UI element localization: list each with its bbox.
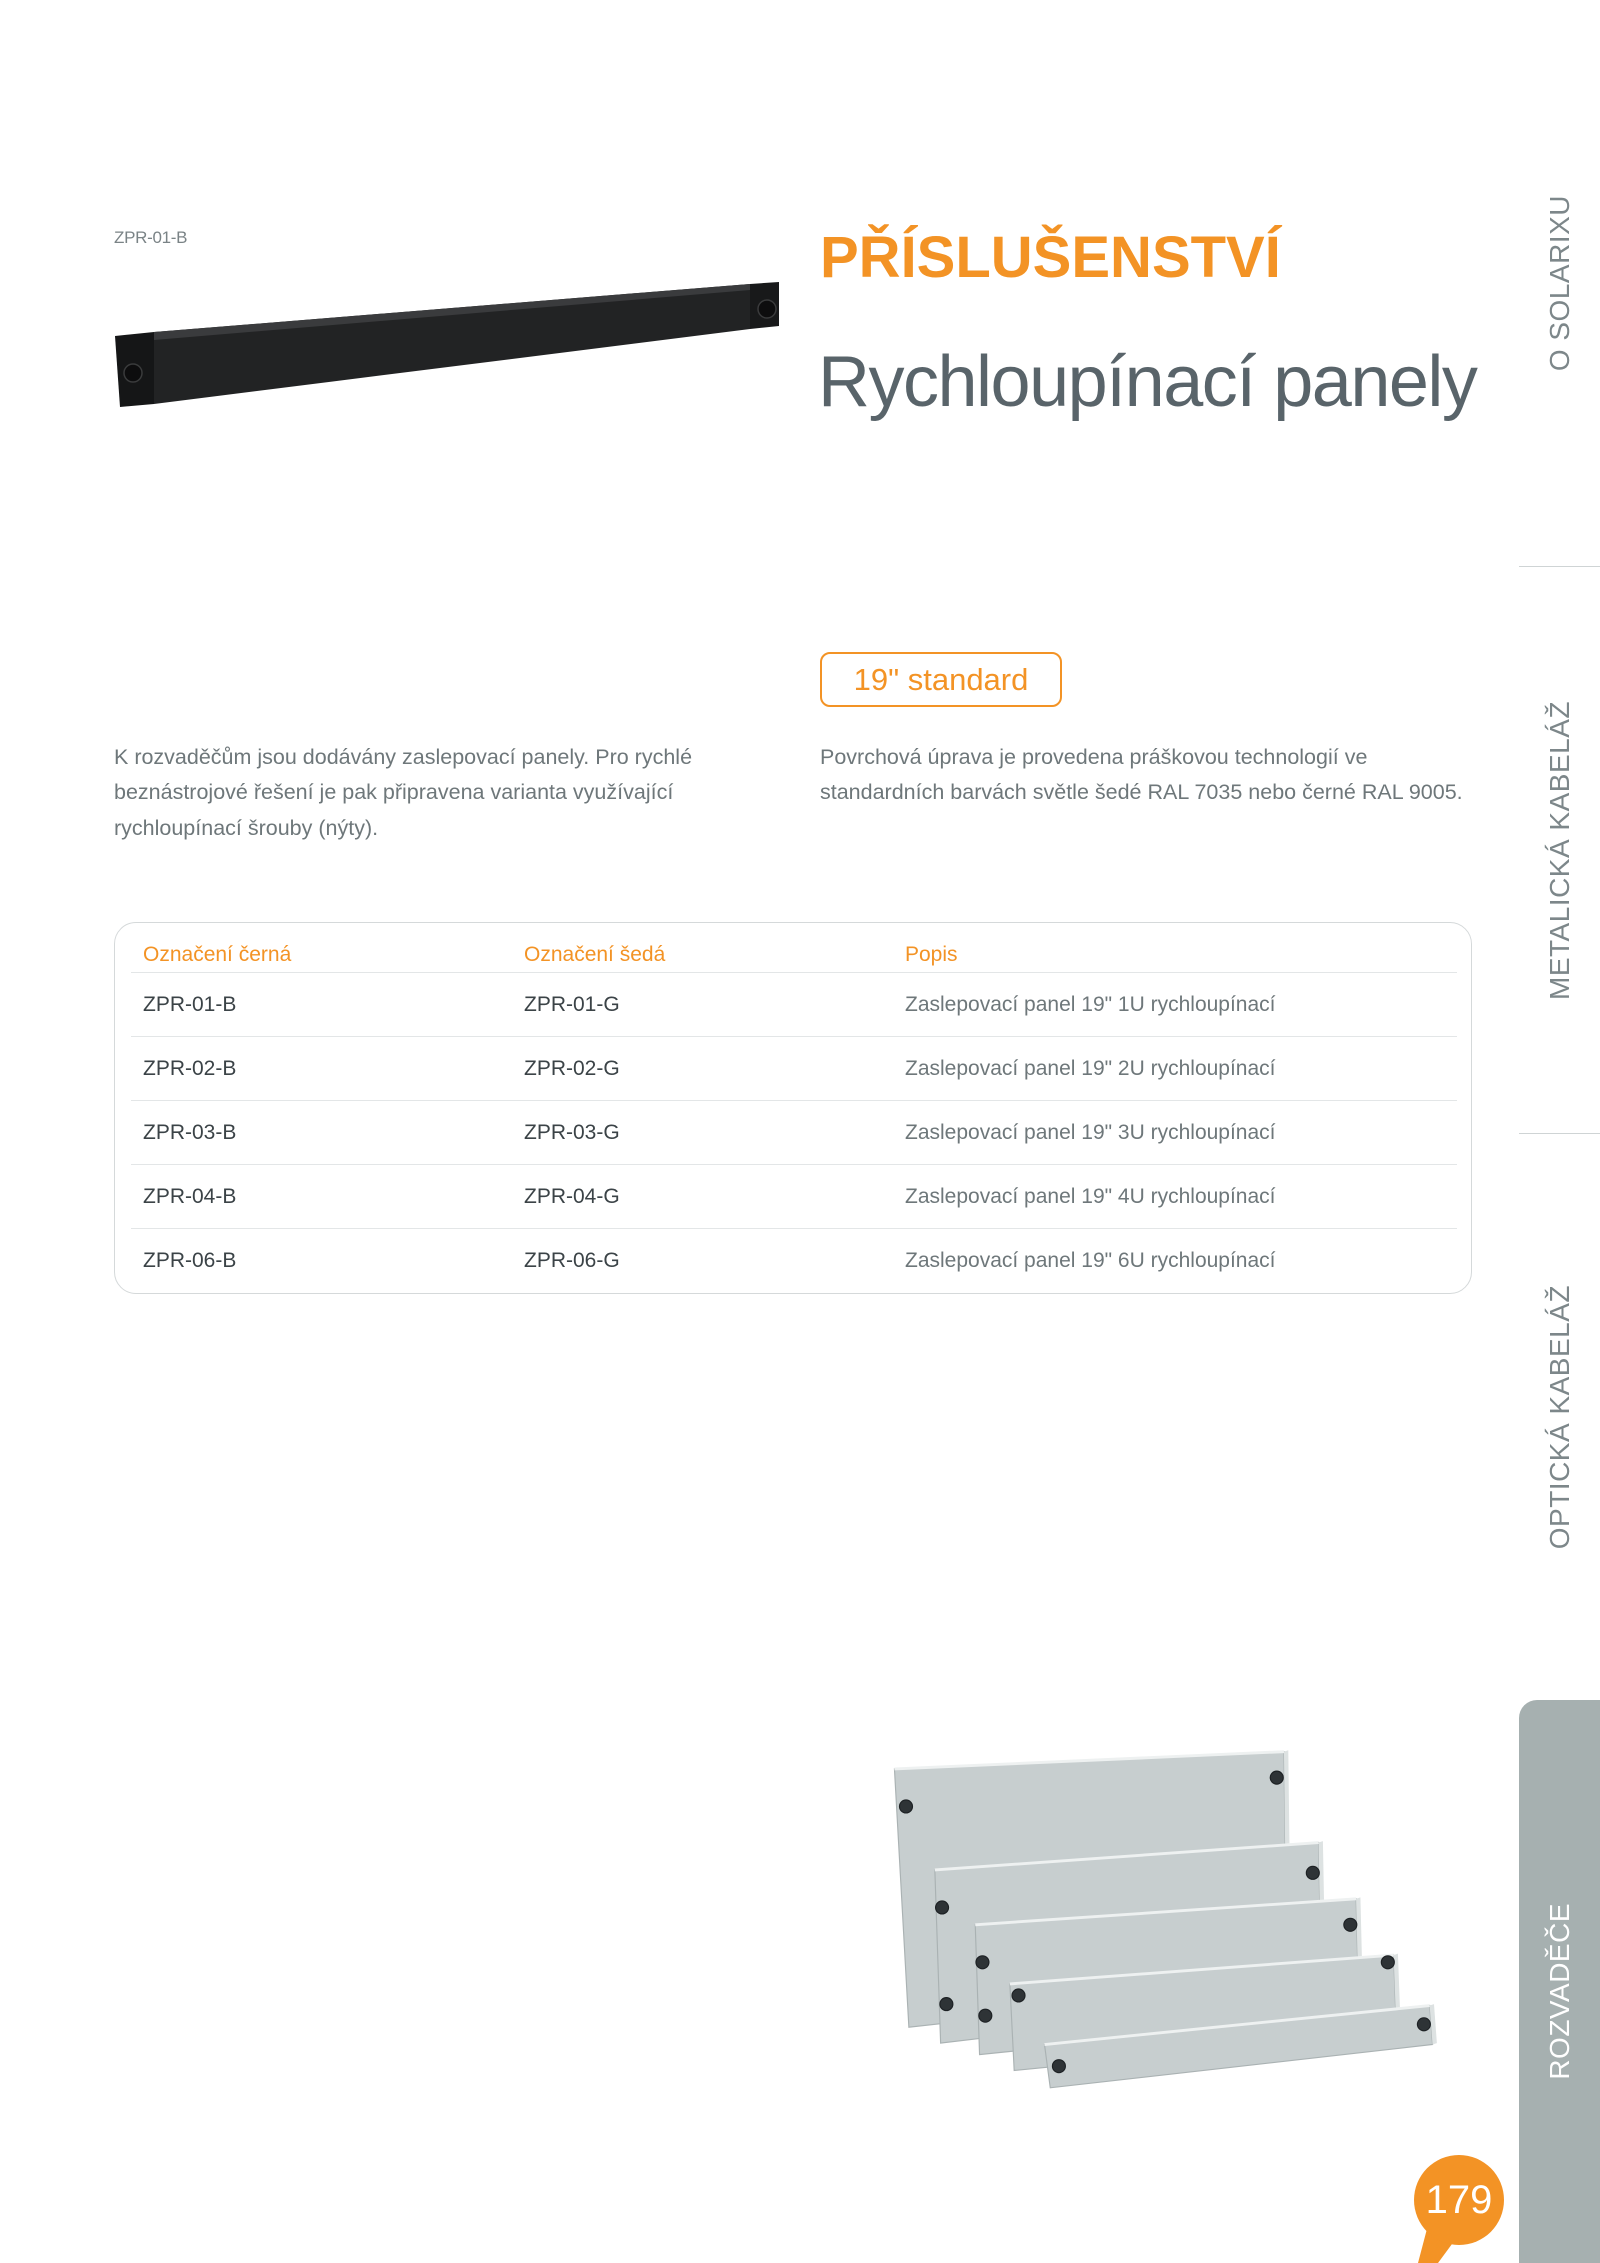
cell-gray-code: ZPR-04-G xyxy=(524,1184,620,1208)
screw xyxy=(979,2009,992,2022)
screw xyxy=(1012,1989,1025,2002)
screw xyxy=(940,1998,953,2011)
product-image-gray-panels xyxy=(887,1743,1440,2095)
column-header-black-code: Označení černá xyxy=(143,943,292,966)
cell-black-code: ZPR-04-B xyxy=(143,1184,237,1208)
screw xyxy=(1344,1918,1357,1931)
column-header-gray-code: Označení šedá xyxy=(524,943,666,966)
column-header-description: Popis xyxy=(905,943,958,966)
cell-black-code: ZPR-01-B xyxy=(143,992,237,1016)
spec-table xyxy=(114,922,1472,1294)
screw xyxy=(1270,1771,1283,1784)
table-row xyxy=(131,973,1457,1037)
screw xyxy=(1052,2060,1065,2073)
screw xyxy=(900,1800,913,1813)
cell-gray-code: ZPR-02-G xyxy=(524,1056,620,1080)
table-row xyxy=(131,1229,1457,1293)
standard-badge: 19" standard xyxy=(820,652,1062,707)
paragraph-line: beznástrojové řešení je pak připravena varianta využívající xyxy=(114,780,674,805)
screw xyxy=(976,1956,989,1969)
chapter-tab-metallic-cabling[interactable] xyxy=(1519,567,1600,1133)
screw xyxy=(758,300,776,318)
cell-description: Zaslepovací panel 19" 2U rychloupínací xyxy=(905,1056,1276,1080)
screw xyxy=(1381,1956,1394,1969)
cell-gray-code: ZPR-01-G xyxy=(524,992,620,1016)
screw xyxy=(1417,2018,1430,2031)
chapter-tab-optical-cabling[interactable] xyxy=(1519,1134,1600,1700)
intro-paragraph-left xyxy=(114,740,692,846)
cell-description: Zaslepovací panel 19" 1U rychloupínací xyxy=(905,992,1276,1016)
chapter-tab-label: OPTICKÁ KABELÁŽ xyxy=(1543,1284,1575,1550)
table-header-row xyxy=(131,923,1457,973)
product-image-black-panel xyxy=(115,281,779,407)
cell-gray-code: ZPR-06-G xyxy=(524,1249,620,1272)
paragraph-line: Povrchová úprava je provedena práškovou technologií ve xyxy=(820,745,1368,769)
cell-description: Zaslepovací panel 19" 3U rychloupínací xyxy=(905,1120,1276,1144)
screw xyxy=(124,364,142,382)
screw xyxy=(936,1901,949,1914)
chapter-tabs xyxy=(1519,0,1600,2263)
cell-gray-code: ZPR-03-G xyxy=(524,1120,620,1144)
table-row xyxy=(131,1037,1457,1101)
paragraph-line: K rozvaděčům jsou dodávány zaslepovací panely. Pro rychlé xyxy=(114,745,693,769)
paragraph-line: rychloupínací šrouby (nýty). xyxy=(114,815,379,840)
chapter-tab-racks[interactable] xyxy=(1519,1700,1600,2263)
page-title: Rychloupínací panely xyxy=(818,342,1477,422)
screw xyxy=(1306,1866,1319,1879)
cell-black-code: ZPR-02-B xyxy=(143,1056,237,1080)
section-category: PŘÍSLUŠENSTVÍ xyxy=(820,225,1281,290)
chapter-tab-label: O SOLARIXU xyxy=(1543,194,1575,372)
cell-description: Zaslepovací panel 19" 4U rychloupínací xyxy=(905,1184,1276,1208)
cell-black-code: ZPR-06-B xyxy=(143,1249,237,1272)
cell-description: Zaslepovací panel 19" 6U rychloupínací xyxy=(905,1249,1276,1272)
cell-black-code: ZPR-03-B xyxy=(143,1120,237,1144)
chapter-tab-label: METALICKÁ KABELÁŽ xyxy=(1543,700,1575,1000)
intro-paragraph-right xyxy=(820,740,1463,811)
chapter-tab-solarix[interactable] xyxy=(1519,0,1600,566)
chapter-tab-label: ROZVADĚČE xyxy=(1543,1903,1575,2080)
product-image-caption: ZPR-01-B xyxy=(114,228,188,247)
paragraph-line: standardních barvách světle šedé RAL 7035 nebo černé RAL 9005. xyxy=(820,780,1463,805)
table-row xyxy=(131,1101,1457,1165)
panel-front-face xyxy=(154,284,750,404)
table-row xyxy=(131,1165,1457,1229)
page-number: 179 xyxy=(1425,2177,1493,2222)
